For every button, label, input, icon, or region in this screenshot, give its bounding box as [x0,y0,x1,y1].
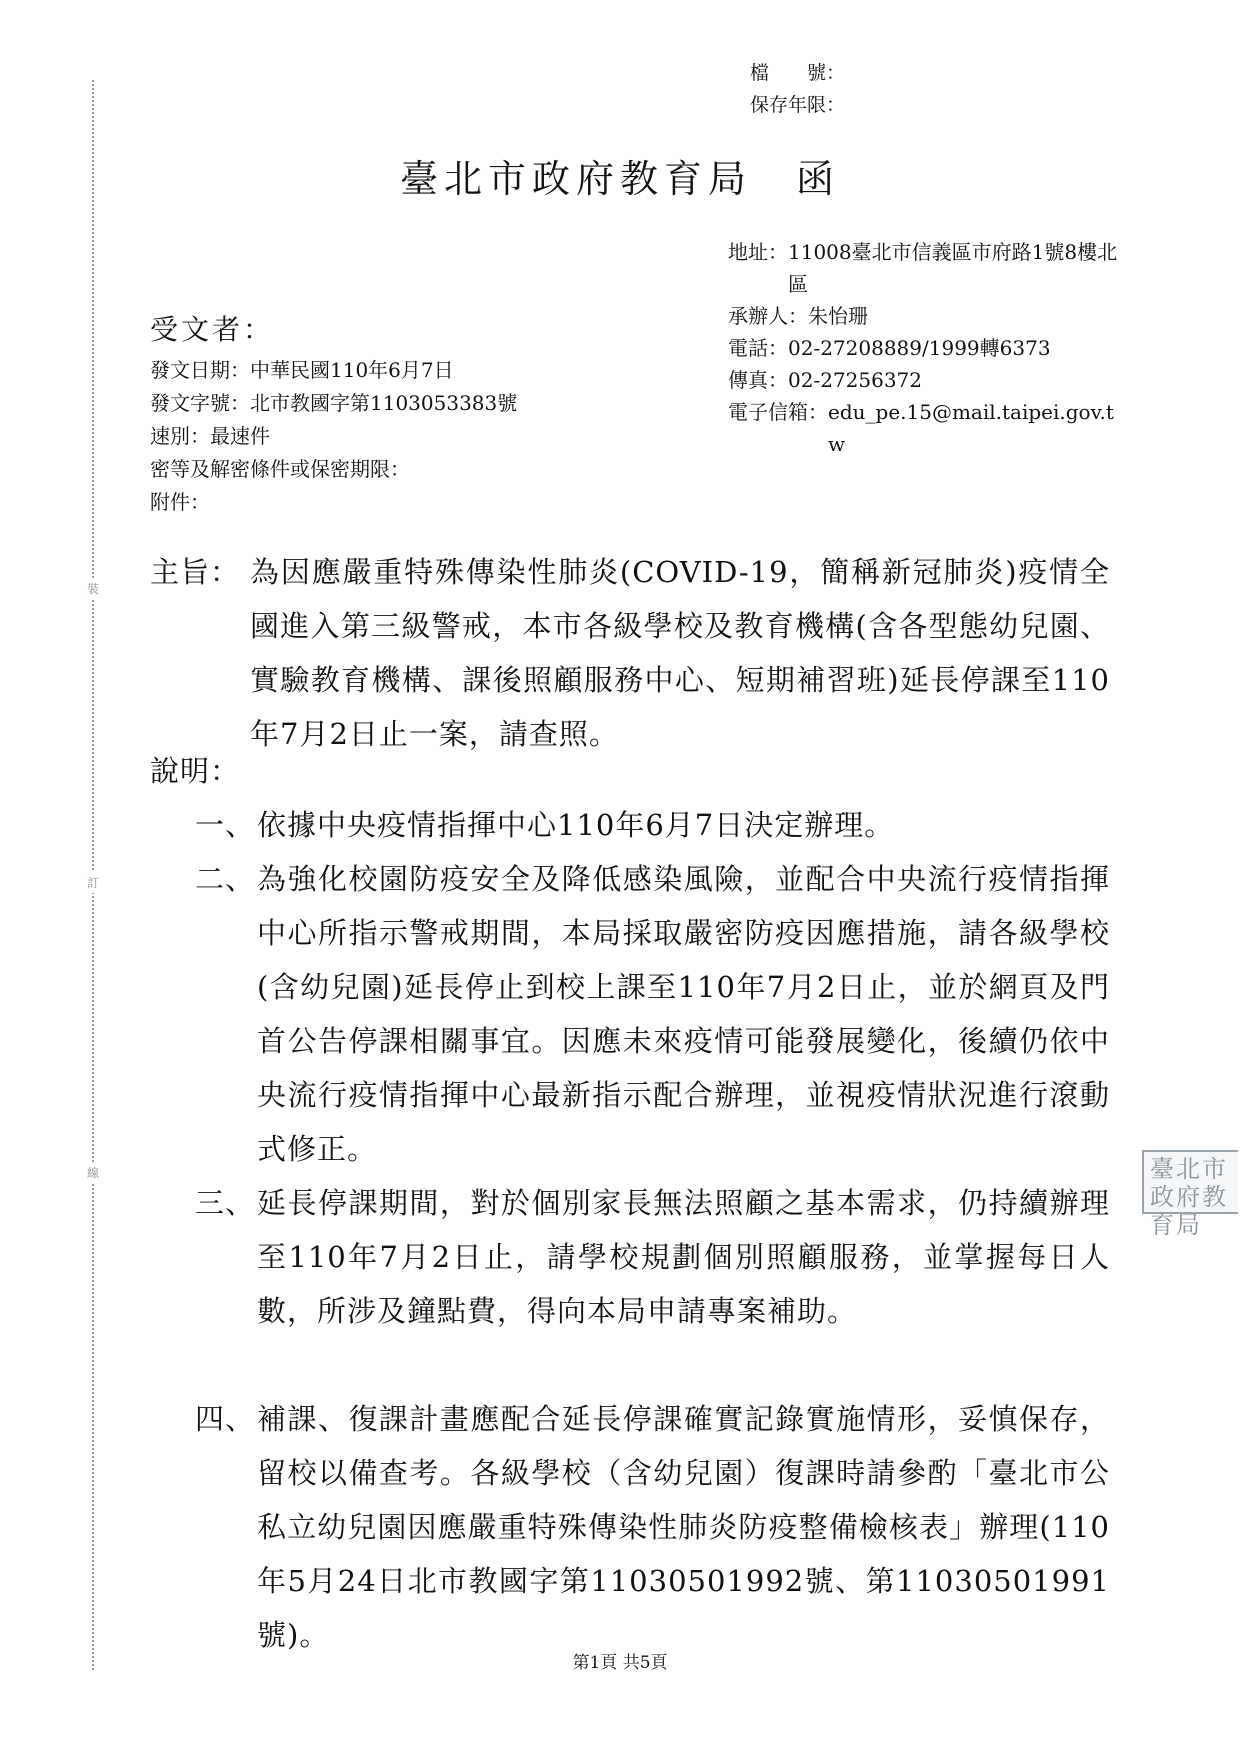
fax-row [728,364,1128,396]
binding-mark-line: 線 [84,1162,102,1183]
address-row [728,236,1128,300]
binding-mark-staple: 訂 [84,872,102,893]
email-label: 電子信箱： [728,400,828,424]
fax-value: 02-27256372 [788,368,923,392]
item-text: 為強化校園防疫安全及降低感染風險，並配合中央流行疫情指揮中心所指示警戒期間，本局採取嚴密防疫因應措施，請各級學校(含幼兒園)延長停止到校上課至110年7月2日止，並於網頁及門首公告停課相關事宜。因應未來疫情可能發展變化，後續仍依中央流行疫情指揮中心最新指示配合辦理，並視疫情狀況進行滾動式修正。 [257,862,1110,1166]
fax-label: 傳真： [728,368,788,392]
item-text: 延長停課期間，對於個別家長無法照顧之基本需求，仍持續辦理至110年7月2日止，請學校規劃個別照顧服務，並掌握每日人數，所涉及鐘點費，得向本局申請專案補助。 [257,1186,1110,1328]
file-number-label: 檔 號： [750,62,846,84]
secrecy-level: 密等及解密條件或保密期限： [150,457,410,481]
page-number: 第1頁 共5頁 [572,1653,668,1673]
email-value: edu_pe.15@mail.taipei.gov.tw [828,400,1114,456]
dispatch-date: 發文日期：中華民國110年6月7日 [150,358,454,382]
explanation-item [195,852,1110,1176]
subject-text: 為因應嚴重特殊傳染性肺炎(COVID-19，簡稱新冠肺炎)疫情全國進入第三級警戒，本市各級學校及教育機構(含各型態幼兒園、實驗教育機構、課後照顧服務中心、短期補習班)延長停課至110年7月2日止一案，請查照。 [250,555,1110,751]
item-number: 四、 [195,1402,256,1436]
address-value: 11008臺北市信義區市府路1號8樓北區 [788,240,1118,296]
handler-value: 朱怡珊 [808,304,868,328]
explanation-label: 說明： [150,754,241,788]
item-number: 二、 [195,862,256,896]
phone-value: 02-27208889/1999轉6373 [788,336,1051,360]
document-title: 臺北市政府教育局 函 [399,157,840,201]
dispatch-meta [150,354,517,519]
subject-label: 主旨： [150,555,241,589]
address-label: 地址： [728,240,788,264]
retention-period-label: 保存年限： [750,94,846,116]
explanation-item [195,1392,1110,1662]
item-number: 三、 [195,1186,256,1220]
item-text: 補課、復課計畫應配合延長停課確實記錄實施情形，妥慎保存，留校以備查考。各級學校（含幼兒園）復課時請參酌「臺北市公私立幼兒園因應嚴重特殊傳染性肺炎防疫整備檢核表」辦理(110年5月24日北市教國字第11030501992號、第11030501991號)。 [257,1402,1110,1652]
handler-label: 承辦人： [728,304,808,328]
explanation-item [195,1176,1110,1338]
phone-label: 電話： [728,336,788,360]
item-number: 一、 [195,808,256,842]
email-row [728,396,1128,460]
phone-row [728,332,1128,364]
official-seal-stamp: 臺北市政府教育局 [1142,1150,1238,1214]
item-text: 依據中央疫情指揮中心110年6月7日決定辦理。 [257,808,895,842]
attachment-label: 附件： [150,490,210,514]
explanation-item [195,798,1110,852]
handler-row [728,300,1128,332]
recipient-label: 受文者： [150,313,275,346]
document-number: 發文字號：北市教國字第1103053383號 [150,391,518,415]
delivery-speed: 速別：最速件 [150,424,270,448]
subject-section [150,545,1110,761]
binding-mark-bind: 裝 [84,578,102,599]
contact-block [728,236,1128,460]
